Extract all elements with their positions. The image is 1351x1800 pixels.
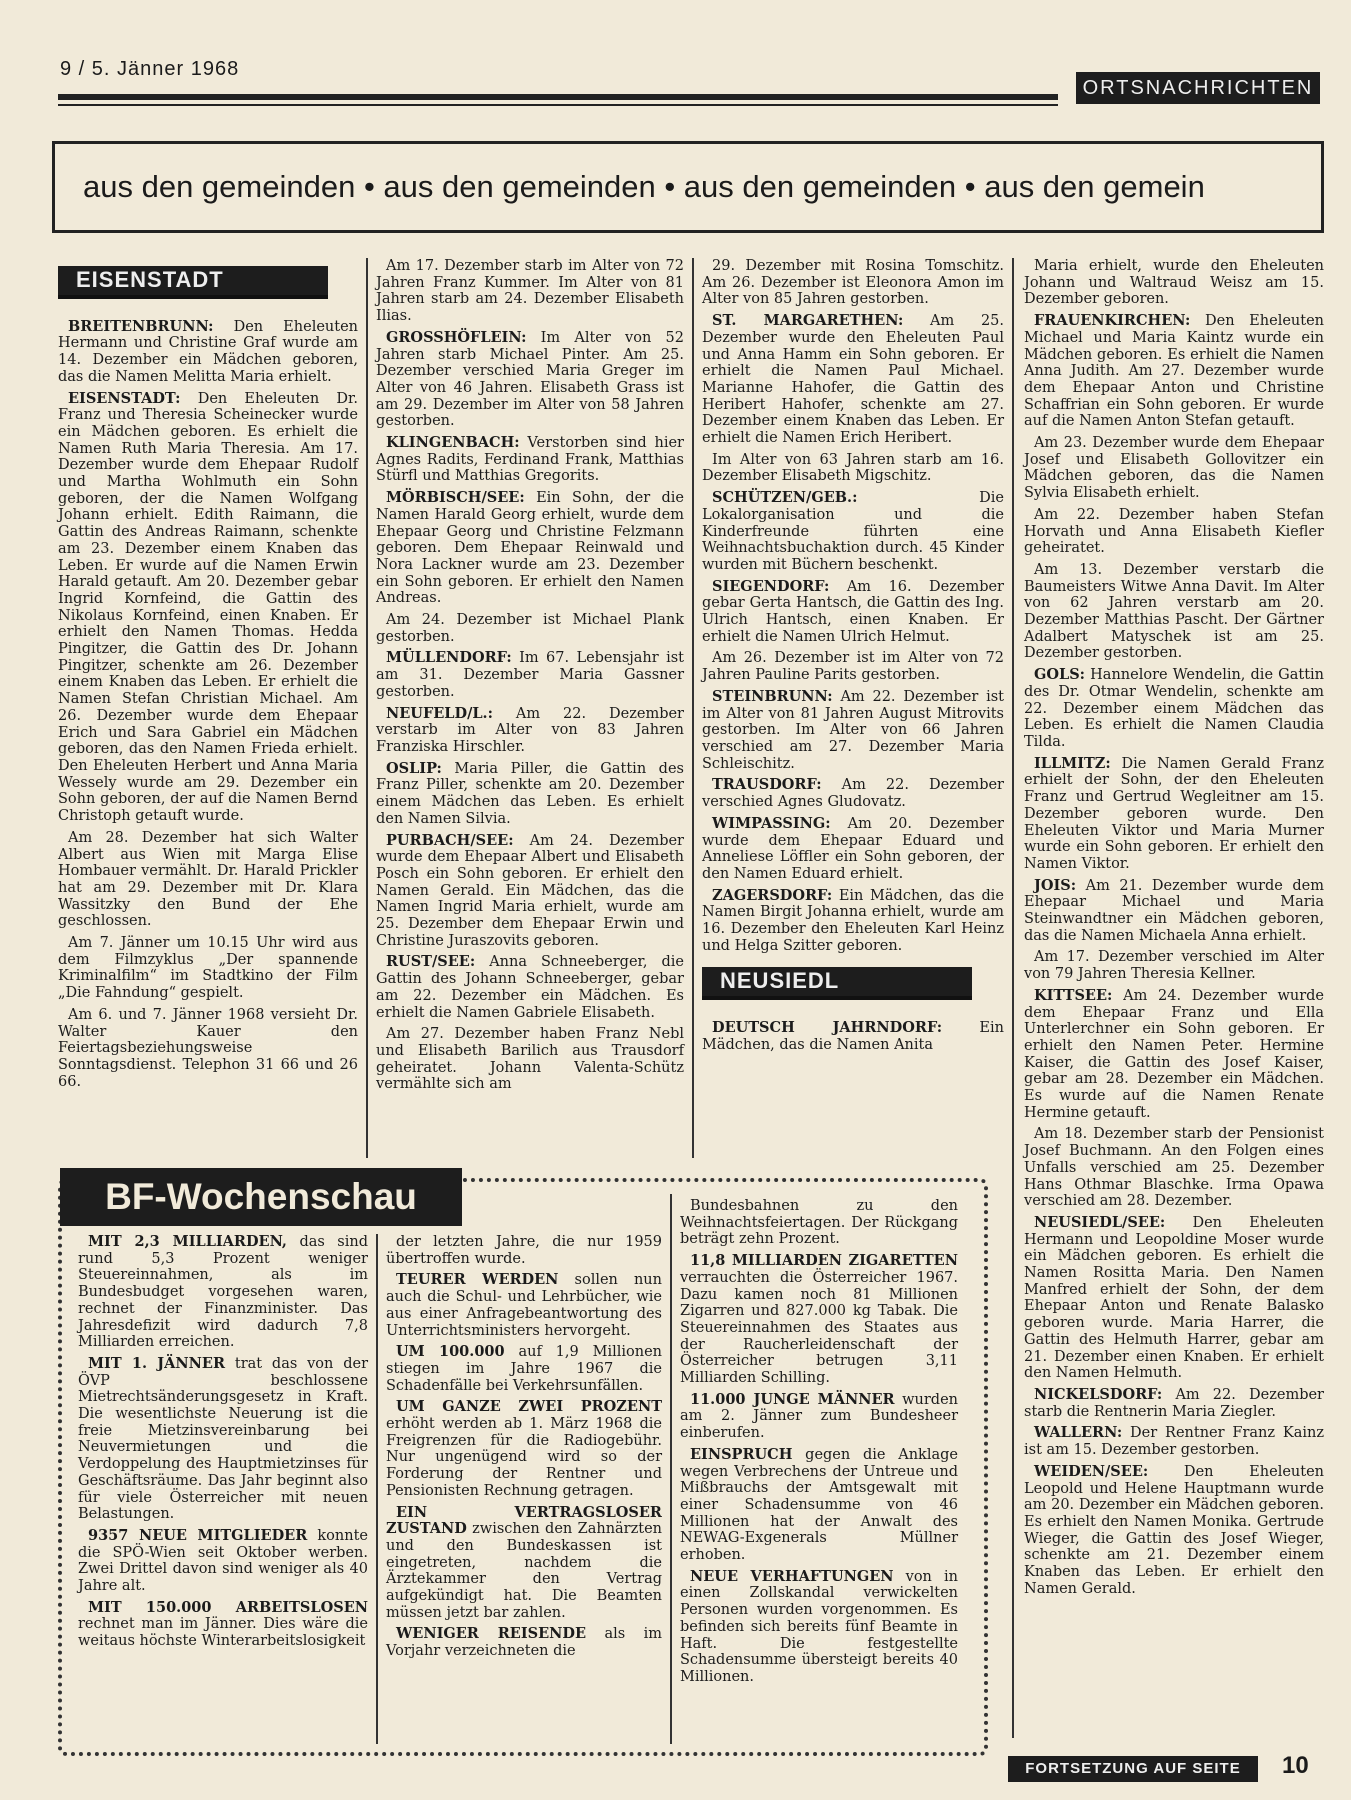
lead: EINSPRUCH: [690, 1445, 793, 1463]
place-name: EISENSTADT:: [68, 389, 181, 407]
article: Am 23. Dezember wurde dem Ehepaar Josef und Elisabeth Gollovitzer ein Mädchen geboren, das die Namen Sylvia Elisabeth erhielt.: [1024, 435, 1324, 502]
article: FRAUENKIRCHEN: Den Eheleuten Michael und Maria Kaintz wurde ein Mädchen geboren. Es erhielt die Namen Anna Judith. Am 27. Dezember wurde dem Ehepaar Anton und Christine Schaffrian ein Sohn geboren. Er wurde auf die Namen Anton Stefan getauft.: [1024, 312, 1324, 430]
article: KLINGENBACH: Verstorben sind hier Agnes Radits, Ferdinand Frank, Matthias Stürfl und Matthias Gregorits.: [376, 434, 684, 485]
article: EINSPRUCH gegen die Anklage wegen Verbrechens der Untreue und Mißbrauchs der Amtsgewalt mit einer Schadensumme von 46 Millionen hat der Anwalt des NEWAG-Exgenerals Müllner erhoben.: [680, 1445, 958, 1564]
article: Am 17. Dezember verschied im Alter von 79 Jahren Theresia Kellner.: [1024, 949, 1324, 983]
article: STEINBRUNN: Am 22. Dezember ist im Alter von 81 Jahren August Mitrovits gestorben. Im Alter von 66 Jahren verschied am 27. Dezember Maria Schleischitz.: [702, 687, 1004, 772]
place-name: TRAUSDORF:: [712, 776, 822, 794]
article: JOIS: Am 21. Dezember wurde dem Ehepaar Michael und Maria Steinwandtner ein Mädchen geboren, das die Namen Michaela Anna erhielt.: [1024, 876, 1324, 944]
article: NEUSIEDL/SEE: Den Eheleuten Hermann und Leopoldine Moser wurde ein Mädchen geboren. Es erhielt die Namen Rositta Maria. Den Namen Manfred erhielt der Sohn, der dem Ehepaar Anton und Renate Balasko geboren wurde. Maria Harrer, die Gattin des Helmuth Harrer, gebar am 21. Dezember einen Knaben. Er erhielt den Namen Helmuth.: [1024, 1213, 1324, 1382]
article: Am 13. Dezember verstarb die Baumeisters Witwe Anna Davit. Im Alter von 62 Jahren verstarb am 20. Dezember Matthias Pascht. Der Gärtner Adalbert Matyschek ist am 25. Dezember gestorben.: [1024, 561, 1324, 662]
article: SCHÜTZEN/GEB.: Die Lokalorganisation und die Kinderfreunde führten eine Weihnachtsbuchaktion durch. 45 Kinder wurden mit Büchern beschenkt.: [702, 489, 1004, 573]
place-name: KITTSEE:: [1034, 986, 1113, 1004]
article: WALLERN: Der Rentner Franz Kainz ist am 15. Dezember gestorben.: [1024, 1424, 1324, 1459]
article: Am 6. und 7. Jänner 1968 versieht Dr. Walter Kauer den Feiertagsbeziehungsweise Sonntagsdienst. Telephon 31 66 und 26 66.: [58, 1006, 358, 1090]
lead: UM 100.000: [396, 1343, 505, 1361]
column-rule: [1012, 258, 1014, 1738]
lead: EIN VERTRAGSLOSER ZUSTAND: [386, 1503, 662, 1538]
article: ILLMITZ: Die Namen Gerald Franz erhielt der Sohn, der den Eheleuten Franz und Gertrud Wegleitner am 15. Dezember geboren wurde. Den Eheleuten Viktor und Maria Murner wurde ein Sohn geboren. Er erhielt den Namen Viktor.: [1024, 754, 1324, 872]
article: 9357 NEUE MITGLIEDER konnte die SPÖ-Wien seit Oktober werben. Zwei Drittel davon sind weniger als 40 Jahre alt.: [78, 1526, 368, 1595]
article: 11.000 JUNGE MÄNNER wurden am 2. Jänner zum Bundesheer einberufen.: [680, 1390, 958, 1442]
article: der letzten Jahre, die nur 1959 übertroffen wurde.: [386, 1234, 662, 1267]
lead: 9357 NEUE MITGLIEDER: [88, 1526, 308, 1544]
article: 29. Dezember mit Rosina Tomschitz. Am 26. Dezember ist Eleonora Amon im Alter von 85 Jahren gestorben.: [702, 258, 1004, 308]
place-name: ILLMITZ:: [1034, 754, 1111, 772]
place-name: MÜLLENDORF:: [386, 649, 512, 667]
article: TEURER WERDEN sollen nun auch die Schul- und Lehrbücher, wie aus einer Anfragebeantwortung des Unterrichtsministers hervorgeht.: [386, 1271, 662, 1339]
bf-column-rule: [376, 1234, 378, 1744]
article: Am 24. Dezember ist Michael Plank gestorben.: [376, 612, 684, 645]
header-rule-thin: [58, 104, 1058, 106]
article: Bundesbahnen zu den Weihnachtsfeiertagen. Der Rückgang beträgt zehn Prozent.: [680, 1198, 958, 1248]
place-name: RUST/SEE:: [386, 953, 476, 971]
lead: UM GANZE ZWEI PROZENT: [396, 1398, 662, 1416]
place-name: SCHÜTZEN/GEB.:: [712, 489, 858, 507]
place-name: GOLS:: [1034, 666, 1086, 684]
article: MÜLLENDORF: Im 67. Lebensjahr ist am 31. Dezember Maria Gassner gestorben.: [376, 649, 684, 700]
place-name: JOIS:: [1034, 876, 1077, 894]
place-name: WIMPASSING:: [712, 814, 831, 832]
place-name: DEUTSCH JAHRNDORF:: [712, 1019, 943, 1037]
section-label: ORTSNACHRICHTEN: [1076, 72, 1320, 104]
article: Am 28. Dezember hat sich Walter Albert aus Wien mit Marga Elise Hombauer vermählt. Dr. Harald Prickler hat am 29. Dezember mit Dr. Klara Wassitzky den Bund der Ehe geschlossen.: [58, 829, 358, 930]
heading-neusiedl: NEUSIEDL: [702, 967, 972, 1000]
lead: MIT 2,3 MILLIARDEN,: [88, 1233, 287, 1250]
article: KITTSEE: Am 24. Dezember wurde dem Ehepaar Franz und Ella Unterlerchner ein Sohn geboren. Er erhielt den Namen Peter. Hermine Kaiser, die Gattin des Josef Kaiser, gebar am 28. Dezember ein Mädchen. Es wurde auf die Namen Renate Hermine getauft.: [1024, 986, 1324, 1121]
article: TRAUSDORF: Am 22. Dezember verschied Agnes Gludovatz.: [702, 776, 1004, 811]
place-name: OSLIP:: [386, 759, 442, 777]
article: EISENSTADT: Den Eheleuten Dr. Franz und Theresia Scheinecker wurde ein Mädchen geboren. Es erhielt die Namen Ruth Maria Theresia. Am 17. Dezember wurde dem Ehepaar Rudolf und Martha Wohlmuth ein Sohn geboren, der die Namen Wolfgang Johann erhielt. Edith Raimann, die Gattin des Andreas Raimann, schenkte am 23. Dezember einem Knaben das Leben. Er wurde auf die Namen Erwin Harald getauft. Am 20. Dezember gebar Ingrid Kornfeind, die Gattin des Nikolaus Kornfeind, einen Knaben. Er erhielt den Namen Thomas. Hedda Pingitzer, die Gattin des Dr. Johann Pingitzer, schenkte am 26. Dezember einem Knaben das Leben. Er erhielt die Namen Stefan Christian Michael. Am 26. Dezember wurde dem Ehepaar Erich und Sara Gabriel ein Mädchen geboren, das den Namen Frieda erhielt. Den Eheleuten Herbert und Anna Maria Wessely wurde am 29. Dezember ein Sohn geboren, der auf die Namen Bernd Christoph getauft wurde.: [58, 389, 358, 825]
lead: MIT 1. JÄNNER: [88, 1354, 226, 1372]
bf-column-2: [386, 1234, 662, 1665]
place-name: SIEGENDORF:: [712, 577, 830, 595]
article: Am 26. Dezember ist im Alter von 72 Jahren Pauline Parits gestorben.: [702, 650, 1004, 684]
column-eisenstadt: [58, 258, 358, 1095]
article: WIMPASSING: Am 20. Dezember wurde dem Ehepaar Eduard und Anneliese Löffler ein Sohn geboren, der den Namen Eduard erhielt.: [702, 814, 1004, 882]
article: MIT 1. JÄNNER trat das von der ÖVP beschlossene Mietrechtsänderungsgesetz in Kraft. Die wesentlichste Neuerung ist die freie Mietzinsvereinbarung bei Neuvermietungen und die Verdoppelung des Hauptmietzinses für Geschäftsräume. Das Jahr beginnt also für viele Österreicher mit neuen Belastungen.: [78, 1354, 369, 1523]
article: RUST/SEE: Anna Schneeberger, die Gattin des Johann Schneeberger, gebar am 22. Dezember ein Mädchen. Es erhielt die Namen Gabriele Elisabeth.: [376, 953, 684, 1021]
bf-column-rule: [670, 1194, 672, 1744]
date-line: 9 / 5. Jänner 1968: [60, 58, 240, 80]
article: NEUFELD/L.: Am 22. Dezember verstarb im Alter von 83 Jahren Franziska Hirschler.: [376, 704, 684, 755]
article: OSLIP: Maria Piller, die Gattin des Franz Piller, schenkte am 20. Dezember einem Mädchen das Leben. Es erhielt den Namen Silvia.: [376, 759, 684, 827]
heading-eisenstadt: EISENSTADT: [58, 266, 328, 299]
bf-column-3: [680, 1198, 958, 1691]
lead: NEUE VERHAFTUNGEN: [690, 1567, 894, 1585]
column-rule: [692, 258, 694, 1158]
place-name: PURBACH/SEE:: [386, 831, 514, 849]
bf-column-1: [78, 1234, 368, 1655]
continued-banner: FORTSETZUNG AUF SEITE: [1008, 1756, 1258, 1782]
article: UM GANZE ZWEI PROZENT erhöht werden ab 1. März 1968 die Freigrenzen für die Radiogebühr. Nur ungenügend wird so der Forderung der Rentner und Pensionisten Rechnung getragen.: [386, 1398, 662, 1499]
article: NICKELSDORF: Am 22. Dezember starb die Rentnerin Maria Ziegler.: [1024, 1386, 1324, 1420]
column-rule: [366, 258, 368, 1158]
article: Maria erhielt, wurde den Eheleuten Johann und Waltraud Weisz am 15. Dezember geboren.: [1024, 258, 1324, 308]
article: MIT 2,3 MILLIARDEN, das sind rund 5,3 Prozent weniger Steuereinnahmen, als im Bundesbudget vorgesehen waren, rechnet der Finanzminister. Das Jahresdefizit wird dadurch 7,8 Milliarden erreichen.: [78, 1233, 368, 1351]
article: Am 22. Dezember haben Stefan Horvath und Anna Elisabeth Kiefler geheiratet.: [1024, 506, 1324, 557]
place-name: ST. MARGARETHEN:: [712, 312, 904, 330]
article: Am 18. Dezember starb der Pensionist Josef Buchmann. An den Folgen eines Unfalls verschied am 25. Dezember Hans Othmar Blaschke. Irma Opawa verschied am 28. Dezember.: [1024, 1126, 1324, 1210]
article: ST. MARGARETHEN: Am 25. Dezember wurde den Eheleuten Paul und Anna Hamm ein Sohn geboren. Er erhielt die Namen Paul Michael. Marianne Hahofer, die Gattin des Heribert Hahofer, schenkte am 27. Dezember einem Knaben das Leben. Er erhielt die Namen Erich Heribert.: [702, 312, 1004, 447]
article: SIEGENDORF: Am 16. Dezember gebar Gerta Hantsch, die Gattin des Ing. Ulrich Hantsch, einen Knaben. Er erhielt die Namen Ulrich Helmut.: [702, 577, 1004, 645]
article: DEUTSCH JAHRNDORF: Ein Mädchen, das die Namen Anita: [702, 1019, 1004, 1053]
article: GOLS: Hannelore Wendelin, die Gattin des Dr. Otmar Wendelin, schenkte am 22. Dezember einem Mädchen das Leben. Es erhielt die Namen Claudia Tilda.: [1024, 666, 1324, 750]
article: UM 100.000 auf 1,9 Millionen stiegen im Jahre 1967 die Schadenfälle bei Verkehrsunfällen.: [386, 1343, 663, 1394]
place-name: NEUFELD/L.:: [386, 704, 493, 722]
place-name: BREITENBRUNN:: [68, 317, 214, 335]
article: BREITENBRUNN: Den Eheleuten Hermann und Christine Graf wurde am 14. Dezember ein Mädchen geboren, das die Namen Melitta Maria erhielt.: [58, 317, 358, 385]
place-name: NICKELSDORF:: [1034, 1386, 1163, 1403]
article: Am 27. Dezember haben Franz Nebl und Elisabeth Barilich aus Trausdorf geheiratet. Johann Valenta-Schütz vermählte sich am: [376, 1026, 684, 1093]
article: Am 7. Jänner um 10.15 Uhr wird aus dem Filmzyklus „Der spannende Kriminalfilm“ im Stadtkino der Film „Die Fahndung“ gespielt.: [58, 935, 358, 1002]
lead: TEURER WERDEN: [396, 1271, 559, 1289]
article: GROSSHÖFLEIN: Im Alter von 52 Jahren starb Michael Pinter. Am 25. Dezember verschied Maria Greger im Alter von 46 Jahren. Elisabeth Grass ist am 29. Dezember im Alter von 58 Jahren gestorben.: [376, 328, 684, 430]
lead: MIT 150.000 ARBEITSLOSEN: [88, 1598, 368, 1616]
place-name: FRAUENKIRCHEN:: [1034, 312, 1191, 330]
article: MIT 150.000 ARBEITSLOSEN rechnet man im Jänner. Dies wäre die weitaus höchste Winterarbeitslosigkeit: [78, 1598, 368, 1650]
banner: aus den gemeinden • aus den gemeinden • aus den gemeinden • aus den gemein: [52, 141, 1324, 233]
place-name: KLINGENBACH:: [386, 434, 520, 452]
place-name: MÖRBISCH/SEE:: [386, 489, 525, 507]
article: WEIDEN/SEE: Den Eheleuten Leopold und Helene Hauptmann wurde am 20. Dezember ein Mädchen geboren. Es erhielt den Namen Monika. Gertrude Wieger, die Gattin des Josef Wieger, schenkte am 21. Dezember einem Knaben das Leben. Er erhielt den Namen Gerald.: [1024, 1462, 1324, 1597]
bf-wochenschau-title: BF-Wochenschau: [60, 1168, 462, 1226]
column-4: [1024, 258, 1324, 1602]
place-name: WEIDEN/SEE:: [1034, 1462, 1149, 1480]
place-name: NEUSIEDL/SEE:: [1034, 1213, 1166, 1231]
place-name: ZAGERSDORF:: [712, 886, 833, 904]
article: NEUE VERHAFTUNGEN von in einen Zollskandal verwickelten Personen wurden vorgenommen. Es befinden sich bereits fünf Beamte in Haft. Die festgestellte Schadensumme übersteigt bereits 40 Millionen.: [680, 1567, 958, 1685]
article: WENIGER REISENDE als im Vorjahr verzeichneten die: [386, 1625, 662, 1660]
article: Im Alter von 63 Jahren starb am 16. Dezember Elisabeth Migschitz.: [702, 451, 1004, 485]
article: EIN VERTRAGSLOSER ZUSTAND zwischen den Zahnärzten und den Bundeskassen ist eingetreten, nachdem die Ärztekammer den Vertrag aufgekündigt hat. Die Beamten müssen jetzt bar zahlen.: [386, 1503, 662, 1621]
place-name: STEINBRUNN:: [712, 687, 833, 705]
lead: WENIGER REISENDE: [396, 1625, 587, 1643]
column-2: [376, 258, 684, 1098]
lead: 11.000 JUNGE MÄNNER: [690, 1390, 895, 1408]
article: PURBACH/SEE: Am 24. Dezember wurde dem Ehepaar Albert und Elisabeth Posch ein Sohn geboren. Er erhielt den Namen Gerald. Ein Mädchen, das die Namen Ingrid Maria erhielt, wurde am 25. Dezember dem Ehepaar Erwin und Christine Juraszovits geboren.: [376, 831, 684, 949]
column-3: [702, 258, 1004, 1059]
header-rule: [58, 94, 1058, 100]
article: 11,8 MILLIARDEN ZIGARETTEN verrauchten die Österreicher 1967. Dazu kamen noch 81 Millionen Zigarren und 827.000 kg Tabak. Die Steuereinnahmen des Staates aus der Raucherleidenschaft der Österreicher betrugen 3,11 Milliarden Schilling.: [680, 1252, 958, 1387]
place-name: WALLERN:: [1034, 1424, 1123, 1442]
place-name: GROSSHÖFLEIN:: [386, 328, 527, 346]
article: MÖRBISCH/SEE: Ein Sohn, der die Namen Harald Georg erhielt, wurde dem Ehepaar Georg und Christine Felzmann geboren. Dem Ehepaar Reinwald und Nora Lackner wurde am 23. Dezember ein Sohn geboren. Er erhielt den Namen Andreas.: [376, 489, 684, 607]
article: ZAGERSDORF: Ein Mädchen, das die Namen Birgit Johanna erhielt, wurde am 16. Dezember den Eheleuten Karl Heinz und Helga Szitter geboren.: [702, 886, 1004, 954]
lead: 11,8 MILLIARDEN ZIGARETTEN: [690, 1252, 958, 1270]
article: Am 17. Dezember starb im Alter von 72 Jahren Franz Kummer. Im Alter von 81 Jahren starb am 24. Dezember Elisabeth Ilias.: [376, 258, 684, 325]
continued-page-number: 10: [1282, 1752, 1309, 1779]
